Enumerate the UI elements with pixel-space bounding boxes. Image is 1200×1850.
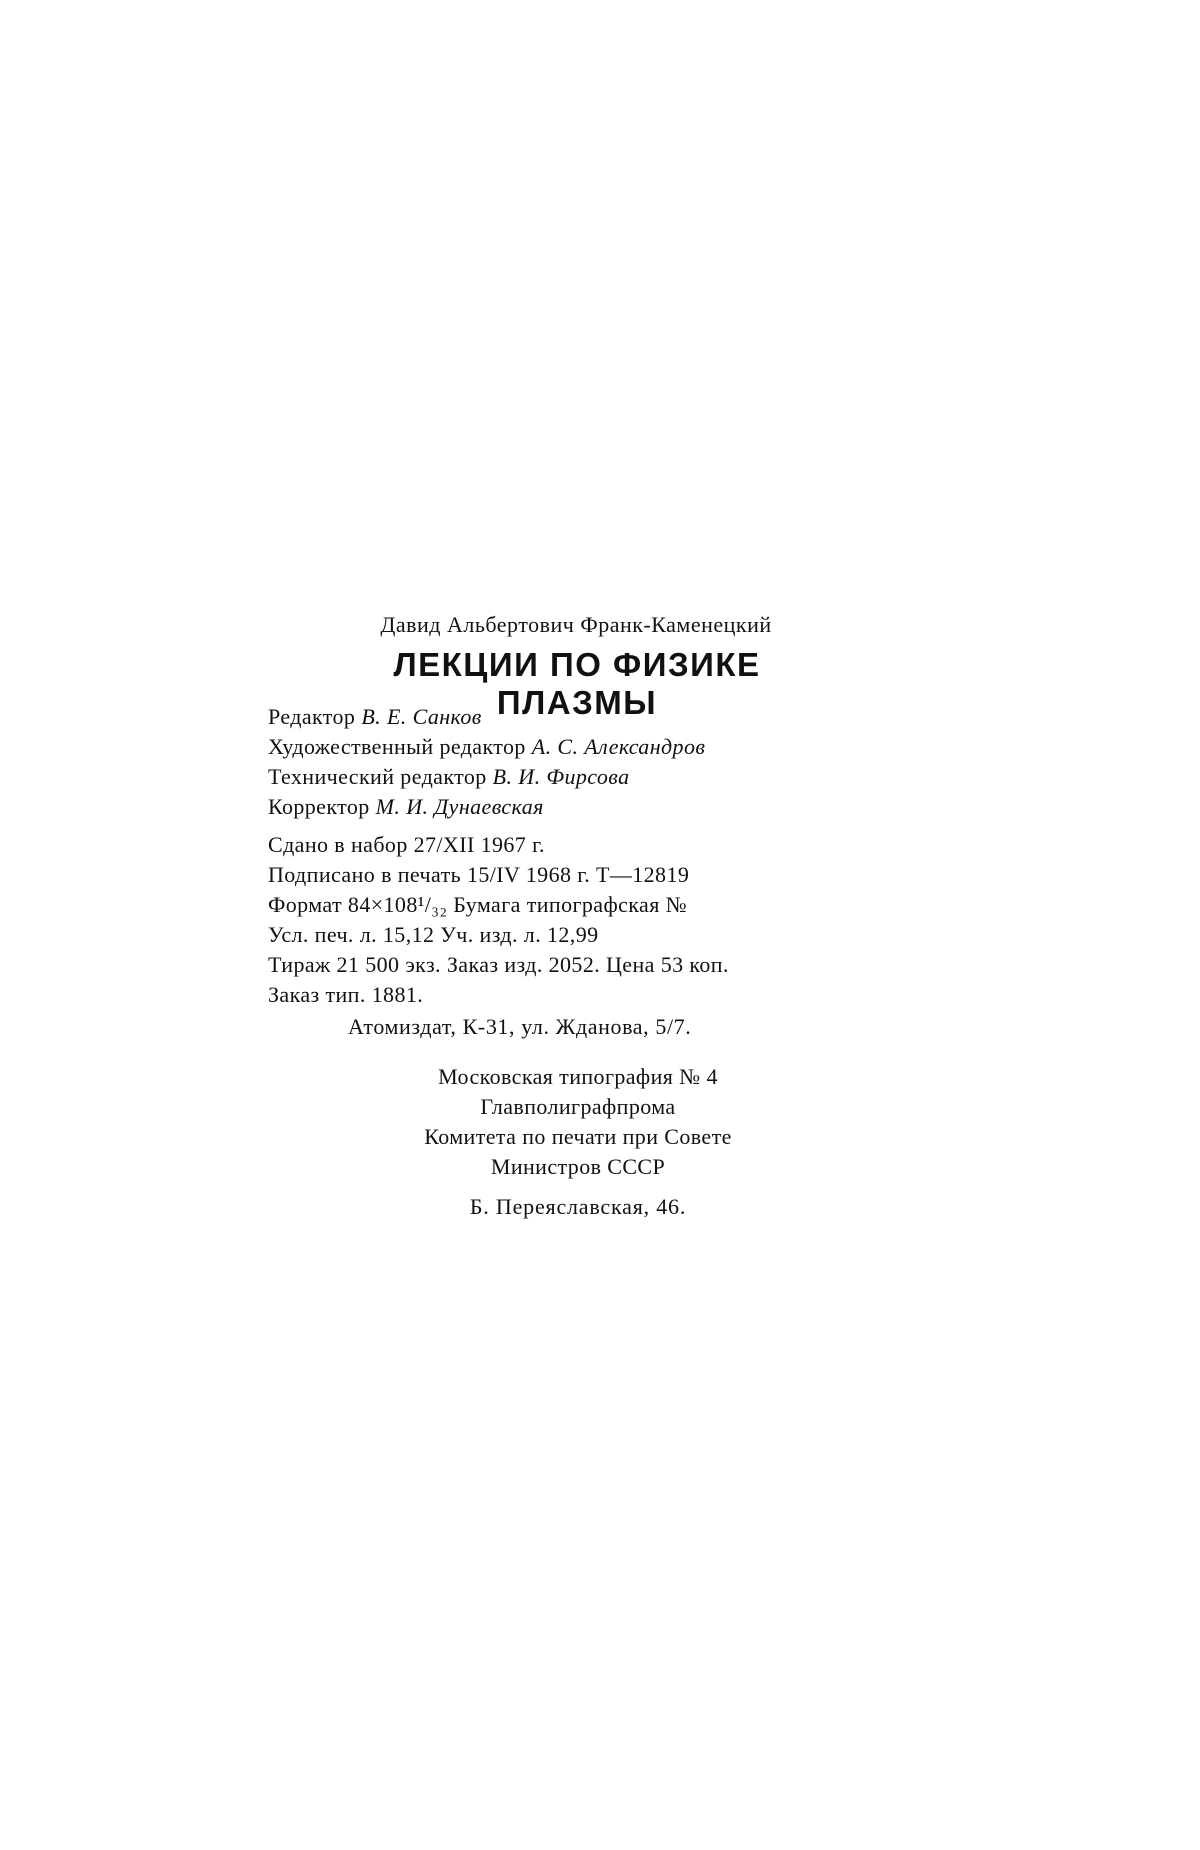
staff-name: В. И. Фирсова xyxy=(492,764,630,789)
staff-role: Технический редактор xyxy=(268,764,487,789)
book-title: ЛЕКЦИИ ПО ФИЗИКЕ ПЛАЗМЫ xyxy=(393,646,761,721)
publisher-address: Атомиздат, К-31, ул. Жданова, 5/7. xyxy=(348,1014,692,1039)
spec-order: Заказ тип. 1881. xyxy=(268,982,424,1007)
staff-art-editor xyxy=(268,732,888,762)
spec-submitted: Сдано в набор 27/XII 1967 г. xyxy=(268,832,545,857)
printer-line: Министров СССР xyxy=(490,1154,666,1179)
printer-block xyxy=(328,1062,828,1220)
staff-name: А. С. Александров xyxy=(531,734,706,759)
staff-name: В. Е. Санков xyxy=(361,704,482,729)
author-name: Давид Альбертович Франк-Каменецкий xyxy=(380,612,772,637)
spec-print-run: Тираж 21 500 экз. Заказ изд. 2052. Цена 53 коп. xyxy=(268,952,729,977)
staff-proofreader xyxy=(268,792,888,822)
staff-editor xyxy=(268,702,888,732)
printer-line: Московская типография № 4 xyxy=(438,1064,718,1089)
staff-name: М. И. Дунаевская xyxy=(375,794,544,819)
staff-technical-editor xyxy=(268,762,888,792)
printer-line: Комитета по печати при Совете xyxy=(424,1124,732,1149)
staff-role: Художественный редактор xyxy=(268,734,526,759)
printer-address: Б. Переяславская, 46. xyxy=(469,1194,687,1219)
staff-role: Корректор xyxy=(268,794,370,819)
spec-format: Формат 84×108¹/₃₂ Бумага типографская № xyxy=(268,892,688,917)
spec-signed: Подписано в печать 15/IV 1968 г. Т—12819 xyxy=(268,862,690,887)
printing-specs xyxy=(268,830,888,1010)
editorial-staff xyxy=(268,702,888,822)
staff-role: Редактор xyxy=(268,704,356,729)
printer-line: Главполиграфпрома xyxy=(480,1094,676,1119)
spec-sheets: Усл. печ. л. 15,12 Уч. изд. л. 12,99 xyxy=(268,922,599,947)
